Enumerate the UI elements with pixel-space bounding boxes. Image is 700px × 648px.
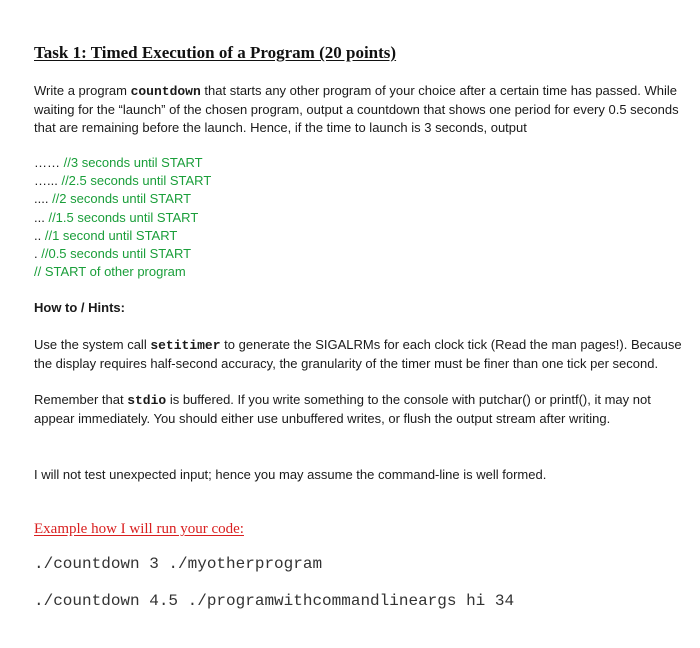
countdown-comment: //2.5 seconds until START: [61, 173, 212, 189]
intro-paragraph: [34, 82, 684, 138]
countdown-dots: ..: [34, 227, 45, 243]
countdown-line: [34, 190, 211, 208]
countdown-dots: .: [34, 246, 42, 262]
countdown-line: [34, 154, 211, 172]
code-setitimer: setitimer: [150, 338, 221, 353]
hints-text-end: to generate the SIGALRMs for each clock tick (Read the man pages!). Because the display requires half-second accuracy, the granularity of the timer must be finer than one tick per second.: [34, 337, 682, 372]
countdown-example: [34, 154, 211, 281]
countdown-comment: //0.5 seconds until START: [41, 246, 192, 262]
command-line: ./countdown 3 ./myotherprogram: [34, 555, 323, 573]
hints-paragraph-1: [34, 336, 684, 373]
countdown-line: [34, 172, 211, 190]
countdown-dots: ....: [34, 191, 53, 207]
countdown-comment: //1 second until START: [44, 227, 178, 243]
intro-text-end: that starts any other program of your choice after a certain time has passed. While waiting for the “launch” of the chosen program, output a countdown that shows one period for every 0.5 seconds that are remaining before the launch. Hence, if the time to launch is 3 seconds, output: [34, 83, 679, 136]
hints-heading: How to / Hints:: [34, 300, 125, 315]
input-note: I will not test unexpected input; hence you may assume the command-line is well formed.: [34, 467, 547, 482]
countdown-dots: ……: [34, 155, 64, 170]
task-title: Task 1: Timed Execution of a Program (20 points): [34, 43, 397, 62]
hints-text-start: Use the system call: [34, 337, 151, 352]
example-heading: Example how I will run your code:: [34, 521, 244, 537]
countdown-comment: //1.5 seconds until START: [48, 209, 199, 225]
countdown-line: [34, 245, 211, 263]
code-countdown: countdown: [130, 84, 201, 99]
countdown-dots: …...: [34, 173, 62, 189]
intro-text-start: Write a program: [34, 83, 131, 98]
countdown-comment: //3 seconds until START: [63, 155, 203, 170]
countdown-comment: // START of other program: [34, 264, 186, 280]
countdown-line: [34, 263, 211, 281]
countdown-dots: ...: [34, 209, 49, 225]
code-stdio: stdio: [127, 393, 167, 408]
hints-text-start: Remember that: [34, 392, 128, 407]
countdown-comment: //2 seconds until START: [52, 191, 192, 207]
hints-text-end: is buffered. If you write something to the console with putchar() or printf(), it may not appear immediately. You should either use unbuffered writes, or flush the output stream after writing.: [34, 392, 651, 427]
command-line: ./countdown 4.5 ./programwithcommandlineargs hi 34: [34, 592, 515, 610]
countdown-line: [34, 227, 211, 245]
hints-paragraph-2: [34, 391, 684, 428]
countdown-line: [34, 209, 211, 227]
